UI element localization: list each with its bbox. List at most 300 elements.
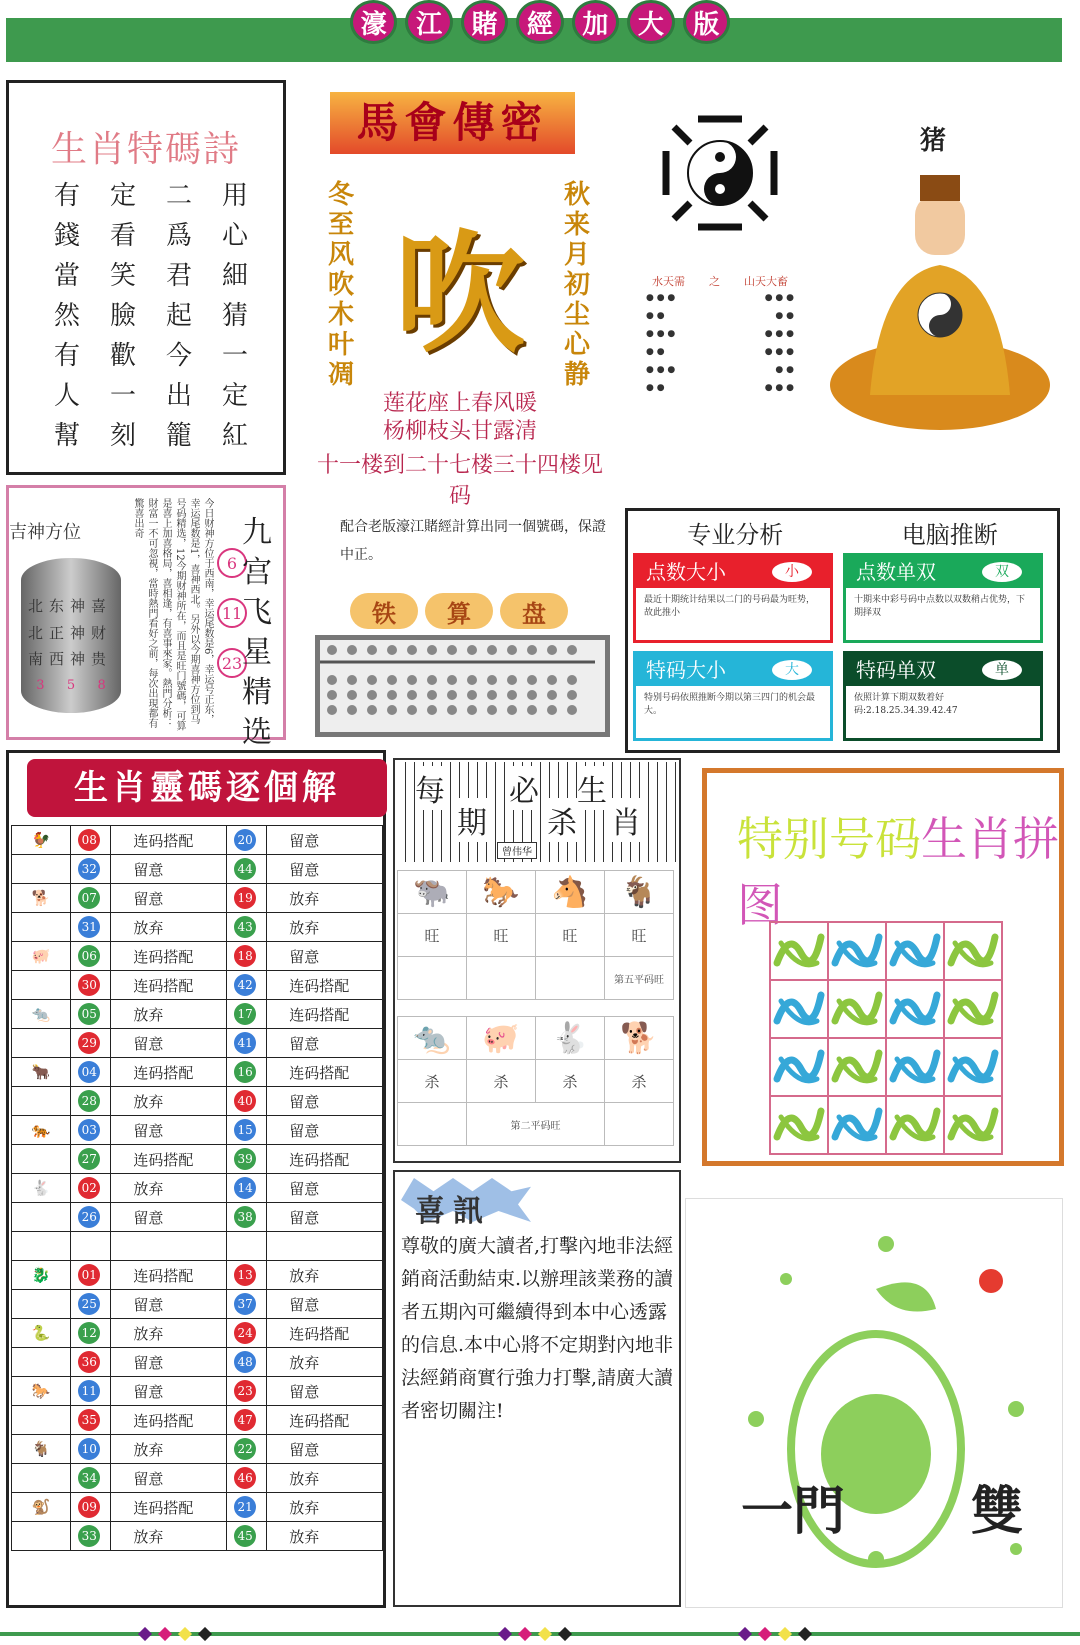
yin-yang-icon [660,113,780,233]
drum-head: 吉神方位 [9,522,81,543]
announcement-panel [393,1170,681,1607]
lucky-number: 6 [217,548,247,578]
number-cell [71,1290,111,1319]
number-ball: 16 [234,1061,256,1083]
zodiac-table [11,825,383,1551]
zodiac-table-title: 生肖靈碼逐個解 [27,759,387,817]
footer-bar [0,1626,1080,1640]
table-row [12,1029,383,1058]
drum-text [25,598,117,693]
zodiac-animal-icon [12,1348,71,1377]
number-cell [227,1377,267,1406]
number-ball: 28 [78,1090,100,1112]
zodiac-icon: 🐐 [605,871,674,914]
number-cell [71,1029,111,1058]
advice-cell: 留意 [267,826,383,855]
analysis-box [843,553,1043,643]
analysis-box-title: 特码大小 [646,658,726,682]
advice-cell: 留意 [267,1029,383,1058]
number-cell [227,1116,267,1145]
poem-char: 君 [165,261,192,291]
table-row [12,1116,383,1145]
number-cell [71,1464,111,1493]
analysis-box-body: 特别号码依照推断今期以第三四门的机会最大。 [644,693,816,716]
puzzle-tile [944,922,1002,980]
table-row [12,1464,383,1493]
lucky-number: 11 [217,598,247,628]
table-row [12,971,383,1000]
number-cell [71,1435,111,1464]
horse-secret-panel [310,80,610,509]
number-ball: 42 [234,974,256,996]
kill-status: 杀 [536,1060,605,1103]
table-row [12,1203,383,1232]
poem-char: 定 [109,181,136,211]
puzzle-tile [886,1096,944,1154]
number-cell [71,1087,111,1116]
number-cell [71,1058,111,1087]
advice-cell: 放弃 [267,1464,383,1493]
pear-left-text: 一門 [741,1481,846,1542]
zodiac-animal-icon: 🐉 [12,1261,71,1290]
zodiac-animal-icon: 🐅 [12,1116,71,1145]
zodiac-animal-icon [12,1029,71,1058]
number-cell [227,1319,267,1348]
advice-cell: 放弃 [111,1319,227,1348]
zodiac-animal-icon [12,971,71,1000]
analysis-title-left: 专业分析 [687,521,784,549]
puzzle-tile [828,1096,886,1154]
puzzle-tile [828,922,886,980]
number-ball: 24 [234,1322,256,1344]
header-title [350,0,730,46]
number-ball: 12 [78,1322,100,1344]
table-row [12,1290,383,1319]
advice-cell: 留意 [111,884,227,913]
analysis-box-header [846,654,1040,686]
table-row [12,1319,383,1348]
title-badge: 大 [627,0,674,44]
poem-char: 然 [53,301,80,331]
table-row [12,942,383,971]
zodiac-animal-icon: 🐒 [12,1493,71,1522]
number-cell [71,826,111,855]
zodiac-animal-icon: 🐎 [12,1377,71,1406]
advice-cell: 留意 [267,1087,383,1116]
drum-col: 喜神东北 [26,598,107,613]
number-cell [227,826,267,855]
number-cell [227,1464,267,1493]
advice-cell: 留意 [267,855,383,884]
advice-cell: 连码搭配 [111,1493,227,1522]
advice-cell: 放弃 [111,1000,227,1029]
advice-cell: 放弃 [111,1087,227,1116]
zodiac-table-panel [6,750,386,1608]
gua-lines: ● ● ● ● ● ● ● ● ● ● ● ● ● ● ● ● ● ● ● ● ● ● ● ● ● ● ● ● ● ● ● [646,293,794,393]
advice-cell: 留意 [267,1174,383,1203]
puzzle-tile [944,1038,1002,1096]
kill-head-char: 期 [457,798,487,842]
advice-cell: 连码搭配 [267,1058,383,1087]
abacus-pill: 算 [425,593,493,629]
puzzle-tile [944,980,1002,1038]
analysis-box-body: 十期来中彩号码中点数以双数稍占优势，下期择双 [854,595,1026,618]
drum-num: 5 [66,678,76,693]
announcement-body: 尊敬的廣大讀者,打擊內地非法經銷商活動結束.以辦理該業務的讀者五期內可繼續得到本中心透露的信息.本中心將不定期對內地非法經銷商實行強力打擊,請廣大讀者密切關注! [401,1235,674,1422]
number-ball: 21 [234,1496,256,1518]
number-cell [227,1203,267,1232]
number-ball: 19 [234,887,256,909]
number-cell [71,1406,111,1435]
poem-char: 錢 [53,221,80,251]
advice-cell: 连码搭配 [111,1406,227,1435]
number-cell [71,884,111,913]
analysis-pill: 小 [772,562,812,582]
analysis-box-header [846,556,1040,588]
abacus-icon [315,635,610,737]
number-ball: 14 [234,1177,256,1199]
table-row [12,1261,383,1290]
number-cell [71,1493,111,1522]
number-cell [227,1174,267,1203]
puzzle-tile [770,980,828,1038]
number-cell [227,1261,267,1290]
poem-char: 細 [221,261,248,291]
number-ball: 11 [78,1380,100,1402]
kill-head-char: 杀 [547,798,577,842]
poem-char: 笑 [109,261,136,291]
analysis-box [633,553,833,643]
advice-cell: 连码搭配 [111,1261,227,1290]
number-cell [227,1493,267,1522]
abacus-pill: 铁 [350,593,418,629]
number-cell [71,1145,111,1174]
puzzle-title [737,803,1059,935]
table-row [12,1000,383,1029]
number-cell [71,855,111,884]
advice-cell: 留意 [267,1377,383,1406]
advice-cell: 放弃 [111,913,227,942]
kill-status: 杀 [467,1060,536,1103]
poem-char: 用 [221,181,248,211]
advice-cell: 留意 [267,1203,383,1232]
advice-cell: 留意 [111,1348,227,1377]
zodiac-animal-icon [12,1087,71,1116]
kill-note: 第五平码旺 [605,957,674,1000]
kill-status: 杀 [605,1060,674,1103]
number-cell [227,1348,267,1377]
zodiac-icon: 🐀 [398,1017,467,1060]
zodiac-animal-icon [12,913,71,942]
deity-figure-icon [820,165,1060,435]
number-cell [71,971,111,1000]
number-ball: 41 [234,1032,256,1054]
table-row [12,913,383,942]
poem-grid [39,175,263,455]
number-cell [71,1000,111,1029]
number-ball: 34 [78,1467,100,1489]
puzzle-tile [770,1038,828,1096]
abacus-pill: 盘 [500,593,568,629]
number-ball: 40 [234,1090,256,1112]
number-ball: 45 [234,1525,256,1547]
analysis-box-title: 点数大小 [646,560,726,584]
poem-char: 一 [109,381,136,411]
deity-panel [820,95,1060,435]
poem-char: 歡 [109,341,136,371]
number-ball: 02 [78,1177,100,1199]
left-verse: 冬至风吹木叶凋 [327,180,354,390]
number-ball: 48 [234,1351,256,1373]
advice-cell: 放弃 [111,1174,227,1203]
kill-status: 旺 [398,914,467,957]
number-cell [227,1232,267,1261]
poem-char: 心 [221,221,248,251]
analysis-title-right: 电脑推断 [901,521,998,549]
title-badge: 加 [572,0,619,44]
number-cell [227,1522,267,1551]
puzzle-tile [944,1096,1002,1154]
center-character: 吹 [394,217,525,370]
advice-cell: 留意 [111,1029,227,1058]
number-ball: 13 [234,1264,256,1286]
title-badge: 賭 [461,0,508,44]
must-kill-panel [393,758,681,1163]
kill-status: 旺 [605,914,674,957]
advice-cell: 连码搭配 [267,1145,383,1174]
kill-head-char: 每 [415,766,445,810]
table-row [12,855,383,884]
puzzle-tile [770,1096,828,1154]
table-row [12,1232,383,1261]
must-kill-header [397,762,679,862]
poem-title: 生肖特碼詩 [50,129,241,170]
number-ball: 46 [234,1467,256,1489]
poem-char: 出 [165,381,192,411]
table-row [12,1087,383,1116]
advice-cell: 留意 [267,942,383,971]
zodiac-icon: 🐕 [605,1017,674,1060]
puzzle-tile [886,922,944,980]
number-cell [227,1290,267,1319]
number-ball: 35 [78,1409,100,1431]
advice-cell: 连码搭配 [111,971,227,1000]
number-ball: 30 [78,974,100,996]
advice-cell: 连码搭配 [111,1145,227,1174]
abacus-panel [310,505,610,735]
table-row [12,1348,383,1377]
zodiac-animal-icon: 🐍 [12,1319,71,1348]
puzzle-tile [886,1038,944,1096]
poem-panel [6,80,286,475]
poem-char: 有 [53,341,80,371]
table-row [12,1435,383,1464]
puzzle-grid [769,921,1003,1155]
zodiac-animal-icon: 🐂 [12,1058,71,1087]
title-badge: 江 [405,0,452,44]
zodiac-animal-icon [12,1522,71,1551]
special-puzzle-panel [702,768,1064,1166]
analysis-box-header [636,654,830,686]
advice-cell: 放弃 [111,1522,227,1551]
advice-cell: 留意 [267,1435,383,1464]
number-cell [71,942,111,971]
number-ball: 44 [234,858,256,880]
number-ball: 04 [78,1061,100,1083]
zodiac-animal-icon: 🐕 [12,884,71,913]
advice-cell: 留意 [111,1203,227,1232]
analysis-box-body: 最近十期统计结果以二门的号码最为旺势，故此推小 [644,595,816,618]
puzzle-title-b: 生肖拼图 [737,812,1059,932]
zodiac-animal-icon: 🐀 [12,1000,71,1029]
number-cell [227,971,267,1000]
poem-char: 二 [165,181,192,211]
zodiac-animal-icon [12,1464,71,1493]
number-ball: 38 [234,1206,256,1228]
number-ball: 01 [78,1264,100,1286]
abacus-text: 配合老版濠江賭經計算出同一個號碼，保證中正。 [340,519,606,563]
zodiac-animal-icon: 🐐 [12,1435,71,1464]
puzzle-tile [770,922,828,980]
number-ball: 06 [78,945,100,967]
kill-note: 第二平码旺 [467,1103,605,1146]
kill-status: 旺 [536,914,605,957]
advice-cell: 连码搭配 [267,1319,383,1348]
gua-left: 水天需 [652,275,685,288]
number-ball: 36 [78,1351,100,1373]
poem-char: 猜 [221,301,248,331]
analysis-box-title: 特码单双 [856,658,936,682]
advice-cell: 放弃 [267,913,383,942]
drum-col: 财神正北 [26,624,107,640]
advice-cell: 放弃 [267,1493,383,1522]
advice-cell: 连码搭配 [111,826,227,855]
title-badge: 經 [516,0,563,44]
advice-cell: 放弃 [267,884,383,913]
number-cell [227,913,267,942]
poem-char: 看 [109,221,136,251]
advice-cell: 放弃 [267,1261,383,1290]
number-cell [227,1145,267,1174]
analysis-box-header [636,556,830,588]
number-cell [71,913,111,942]
nine-palace-title: 九宫飞星精选 [242,515,272,750]
number-ball: 26 [78,1206,100,1228]
title-badge: 版 [683,0,730,44]
poem-char: 紅 [221,421,248,451]
poem-char: 幫 [53,421,80,451]
number-ball: 25 [78,1293,100,1315]
number-cell [71,1377,111,1406]
number-ball: 47 [234,1409,256,1431]
advice-cell: 放弃 [267,1348,383,1377]
number-ball: 09 [78,1496,100,1518]
poem-char: 起 [165,301,192,331]
pear-panel [685,1198,1063,1608]
table-row [12,1493,383,1522]
verse-line-2: 杨柳枝头甘露清 [382,419,537,444]
number-cell [227,942,267,971]
gua-mid: 之 [709,275,720,288]
analysis-pill: 大 [772,660,812,680]
poem-char: 爲 [165,221,192,251]
number-ball: 03 [78,1119,100,1141]
number-cell [227,884,267,913]
number-cell [227,1029,267,1058]
poem-char: 人 [53,381,80,411]
analysis-box [843,651,1043,741]
puzzle-tile [886,980,944,1038]
pear-icon [686,1199,1064,1609]
zodiac-animal-icon [12,1145,71,1174]
deity-label: 猪 [920,126,947,156]
number-cell [227,1406,267,1435]
number-ball: 23 [234,1380,256,1402]
analysis-box [633,651,833,741]
number-ball: 29 [78,1032,100,1054]
poem-char: 一 [221,341,248,371]
advice-cell: 留意 [267,1290,383,1319]
number-cell [71,1522,111,1551]
advice-cell: 连码搭配 [267,1000,383,1029]
analysis-pill: 单 [982,660,1022,680]
number-cell [227,1058,267,1087]
zodiac-animal-icon [12,1406,71,1435]
table-row [12,1522,383,1551]
advice-cell: 连码搭配 [111,942,227,971]
gua-heading [640,273,800,289]
title-badge: 濠 [350,0,397,44]
announcement-title: 喜訊 [415,1194,491,1229]
zodiac-animal-icon: 🐓 [12,826,71,855]
zodiac-icon: 🐴 [536,871,605,914]
drum-num: 8 [97,678,106,693]
bagua-panel [640,95,800,425]
number-cell [71,1203,111,1232]
analysis-title [628,515,1057,550]
advice-cell: 留意 [111,855,227,884]
number-ball: 39 [234,1148,256,1170]
advice-cell [111,1232,227,1261]
number-ball: 32 [78,858,100,880]
table-row [12,1058,383,1087]
number-ball: 10 [78,1438,100,1460]
kill-head-char: 生 [577,766,607,810]
zodiac-icon: 🐇 [536,1017,605,1060]
horse-title: 馬會傳密 [330,92,575,154]
puzzle-title-a: 特别号码 [737,812,921,866]
advice-cell: 放弃 [267,1522,383,1551]
advice-cell: 连码搭配 [267,1406,383,1435]
number-ball: 20 [234,829,256,851]
advice-cell: 留意 [111,1290,227,1319]
table-row [12,1145,383,1174]
kill-status: 旺 [467,914,536,957]
analysis-pill: 双 [982,562,1022,582]
number-cell [71,1174,111,1203]
number-ball: 17 [234,1003,256,1025]
table-row [12,884,383,913]
must-kill-table [397,870,674,1146]
kill-head-char: 肖 [611,798,641,842]
table-row [12,1406,383,1435]
number-cell [227,1087,267,1116]
poem-char: 今 [165,341,192,371]
poem-char: 籠 [165,421,192,451]
zodiac-animal-icon [12,1203,71,1232]
advice-cell: 留意 [267,1116,383,1145]
drum-num: 3 [36,678,45,693]
